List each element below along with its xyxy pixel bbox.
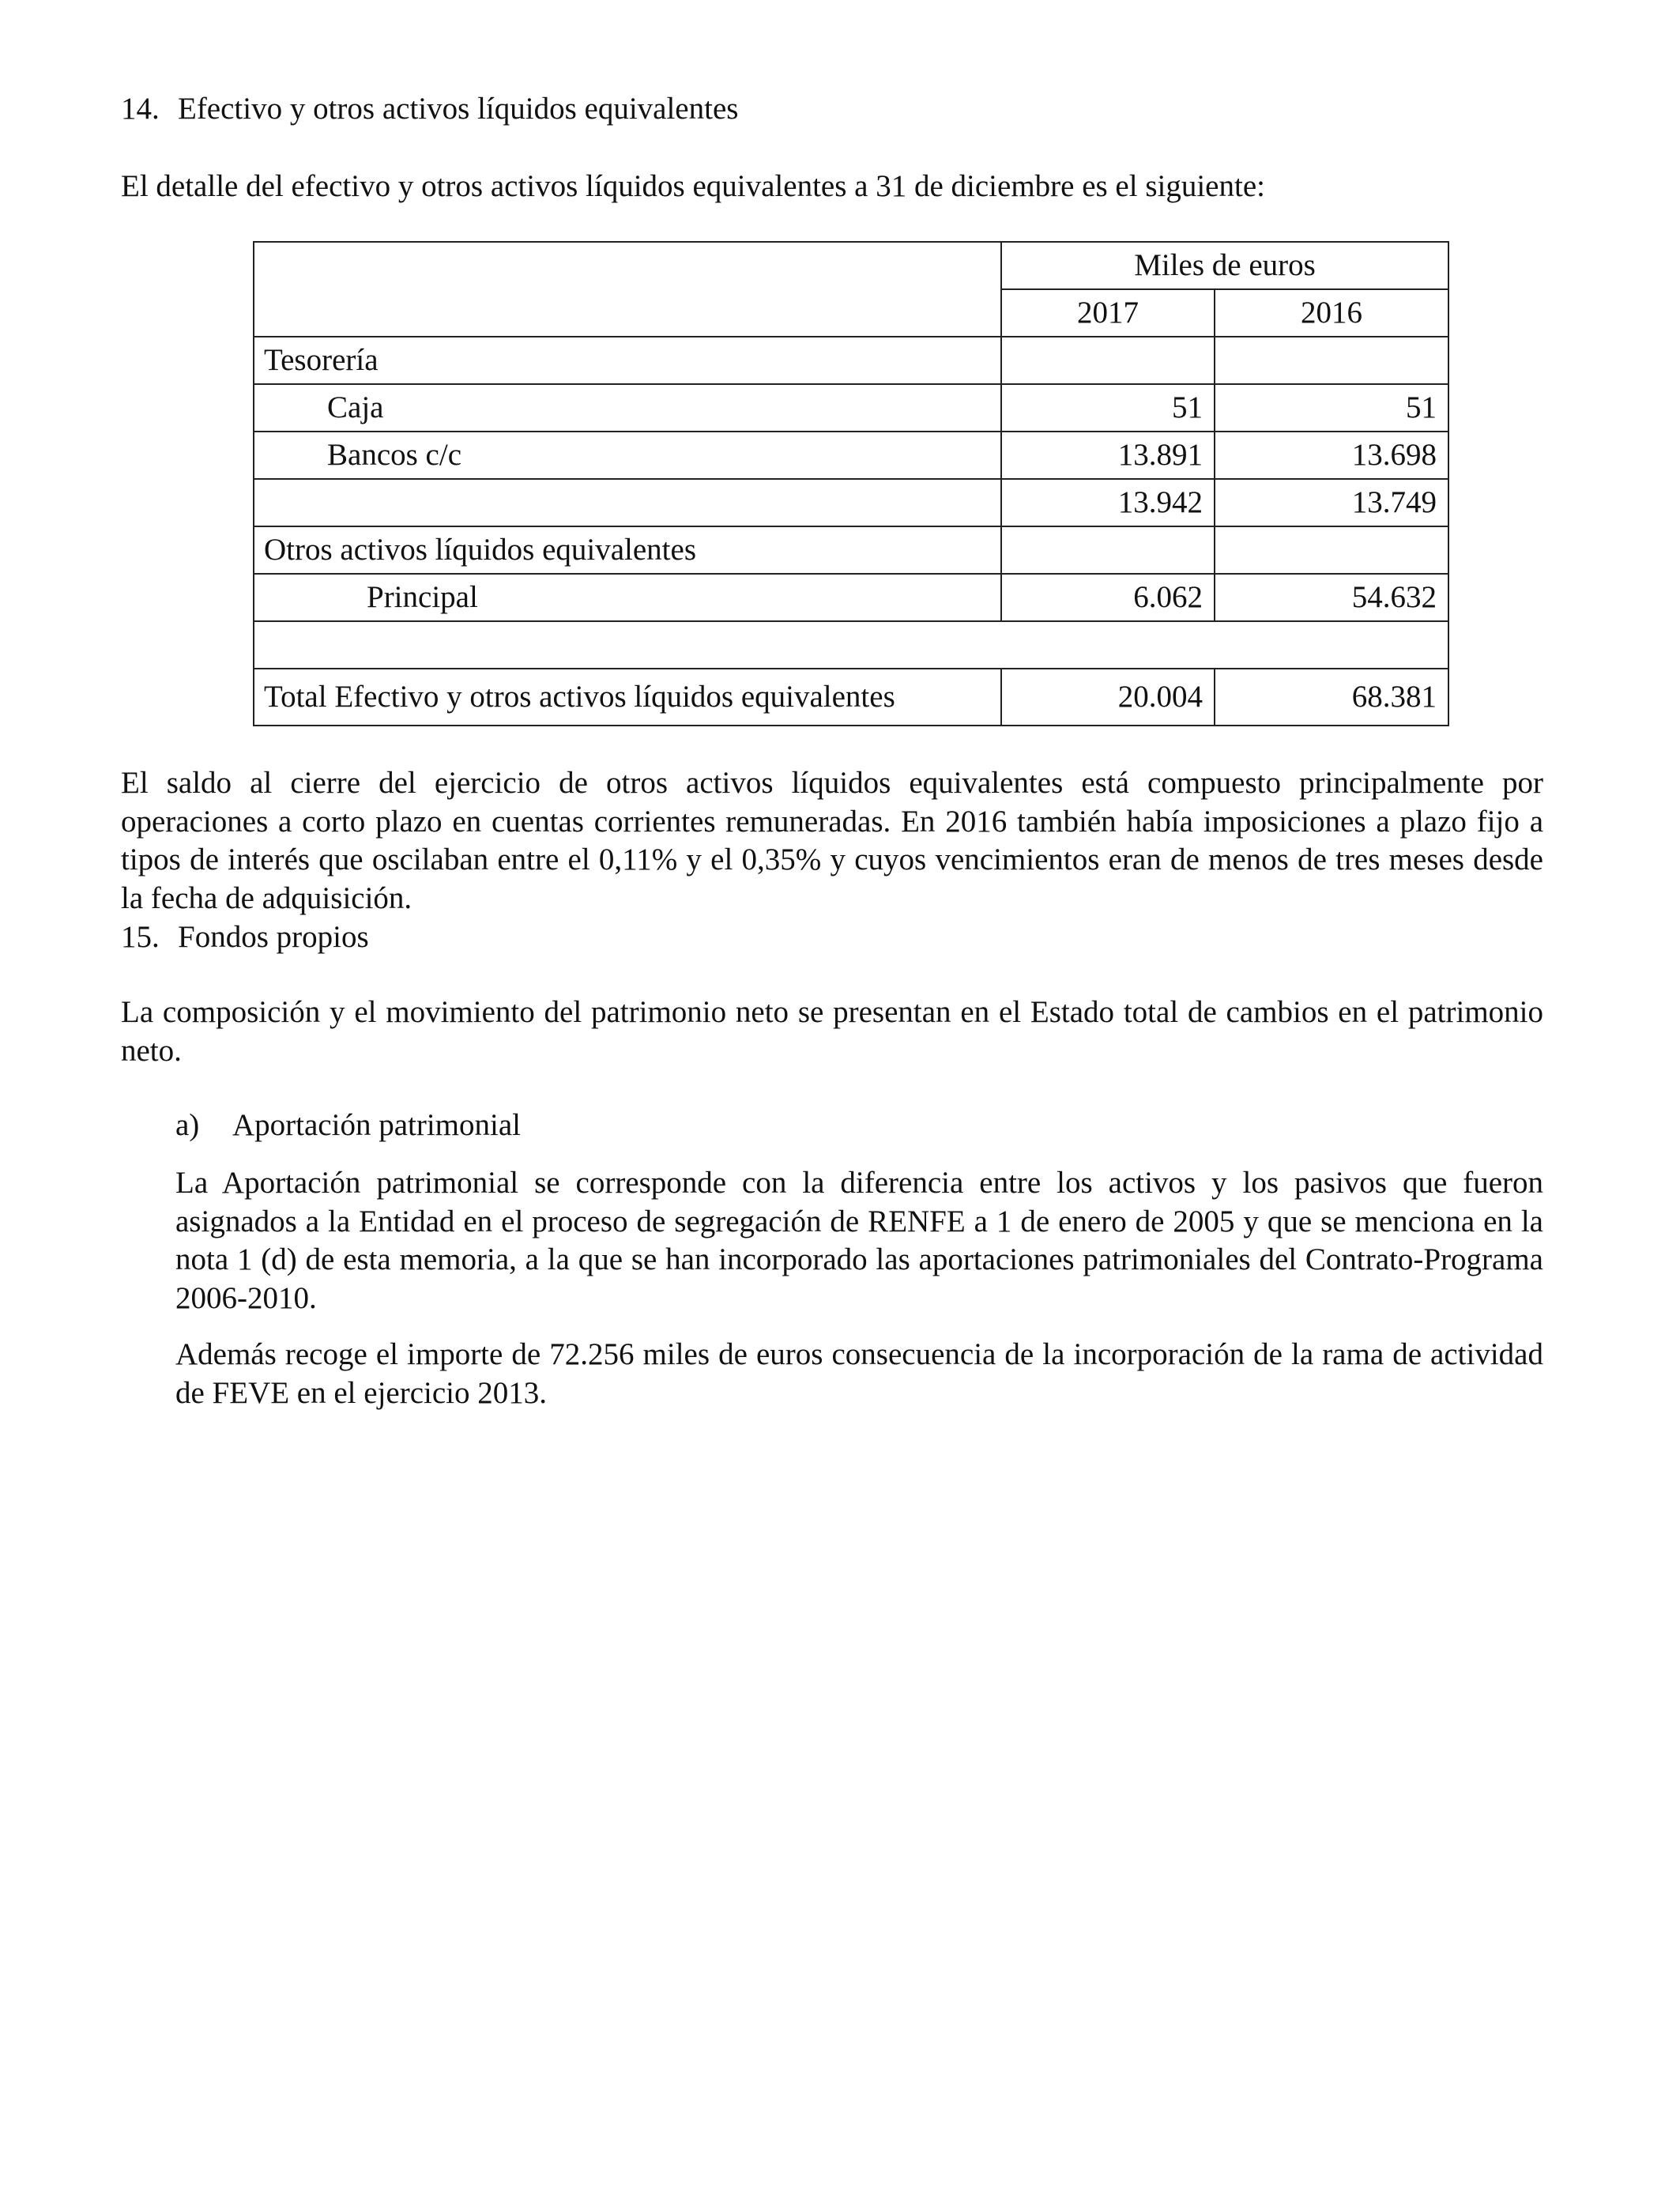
paragraph-saldo: El saldo al cierre del ejercicio de otros activos líquidos equivalentes está compuesto principalmente por operaciones a corto plazo en cuentas corrientes remuneradas. En 2016 también había imposiciones a plazo fijo a tipos de interés que oscilaban entre el 0,11% y el 0,35% y cuyos vencimientos eran de menos de tres meses desde la fecha de adquisición. (121, 766, 1543, 915)
section-15-title: Fondos propios (178, 920, 369, 954)
table-spacer-row (254, 621, 1448, 669)
cash-equivalents-table (253, 241, 1449, 726)
caja-2017: 51 (1001, 384, 1215, 432)
total-2017: 20.004 (1001, 669, 1215, 726)
subsection-a-heading (175, 1106, 521, 1144)
group-label-otros: Otros activos líquidos equivalentes (254, 526, 1001, 574)
table-total-row (254, 669, 1448, 726)
empty-cell (1001, 337, 1215, 384)
table-unit-header: Miles de euros (1001, 242, 1448, 289)
subsection-a-marker: a) (175, 1108, 200, 1142)
principal-2016: 54.632 (1215, 574, 1448, 621)
subtotal-2017: 13.942 (1001, 479, 1215, 526)
row-label-principal: Principal (254, 574, 1001, 621)
section-15-heading (121, 918, 369, 956)
empty-cell (1001, 526, 1215, 574)
principal-2017: 6.062 (1001, 574, 1215, 621)
section-14-number: 14. (121, 92, 160, 126)
table-year-2017: 2017 (1001, 289, 1215, 337)
row-label-total: Total Efectivo y otros activos líquidos equivalentes (254, 669, 1001, 726)
empty-cell (1215, 526, 1448, 574)
bancos-2016: 13.698 (1215, 432, 1448, 479)
table-row (254, 337, 1448, 384)
subsection-a-paragraph-2: Además recoge el importe de 72.256 miles de euros consecuencia de la incorporación de la rama de actividad de FEVE en el ejercicio 2013. (175, 1337, 1543, 1410)
group-label-tesoreria: Tesorería (254, 337, 1001, 384)
empty-cell (254, 479, 1001, 526)
section-14-heading (121, 90, 738, 128)
table-row (254, 574, 1448, 621)
empty-cell (1215, 337, 1448, 384)
table-header-empty-cell (254, 242, 1001, 337)
bancos-2017: 13.891 (1001, 432, 1215, 479)
row-label-caja: Caja (254, 384, 1001, 432)
table-header-row (254, 242, 1448, 289)
total-2016: 68.381 (1215, 669, 1448, 726)
table-row (254, 526, 1448, 574)
subsection-a-title: Aportación patrimonial (232, 1108, 521, 1142)
section-14-title: Efectivo y otros activos líquidos equivalentes (178, 92, 739, 126)
section-14-intro: El detalle del efectivo y otros activos líquidos equivalentes a 31 de diciembre es el siguiente: (121, 169, 1265, 203)
table-row (254, 384, 1448, 432)
section-15-intro: La composición y el movimiento del patrimonio neto se presentan en el Estado total de cambios en el patrimonio neto. (121, 995, 1543, 1068)
table-row (254, 479, 1448, 526)
table-row (254, 432, 1448, 479)
empty-cell (254, 621, 1448, 669)
subtotal-2016: 13.749 (1215, 479, 1448, 526)
caja-2016: 51 (1215, 384, 1448, 432)
section-15-number: 15. (121, 920, 160, 954)
row-label-bancos: Bancos c/c (254, 432, 1001, 479)
table-year-2016: 2016 (1215, 289, 1448, 337)
subsection-a-paragraph-1: La Aportación patrimonial se corresponde con la diferencia entre los activos y los pasivos que fueron asignados a la Entidad en el proceso de segregación de RENFE a 1 de enero de 2005 y que se menciona en la nota 1 (d) de esta memoria, a la que se han incorporado las aportaciones patrimoniales del Contrato-Programa 2006-2010. (175, 1166, 1543, 1315)
